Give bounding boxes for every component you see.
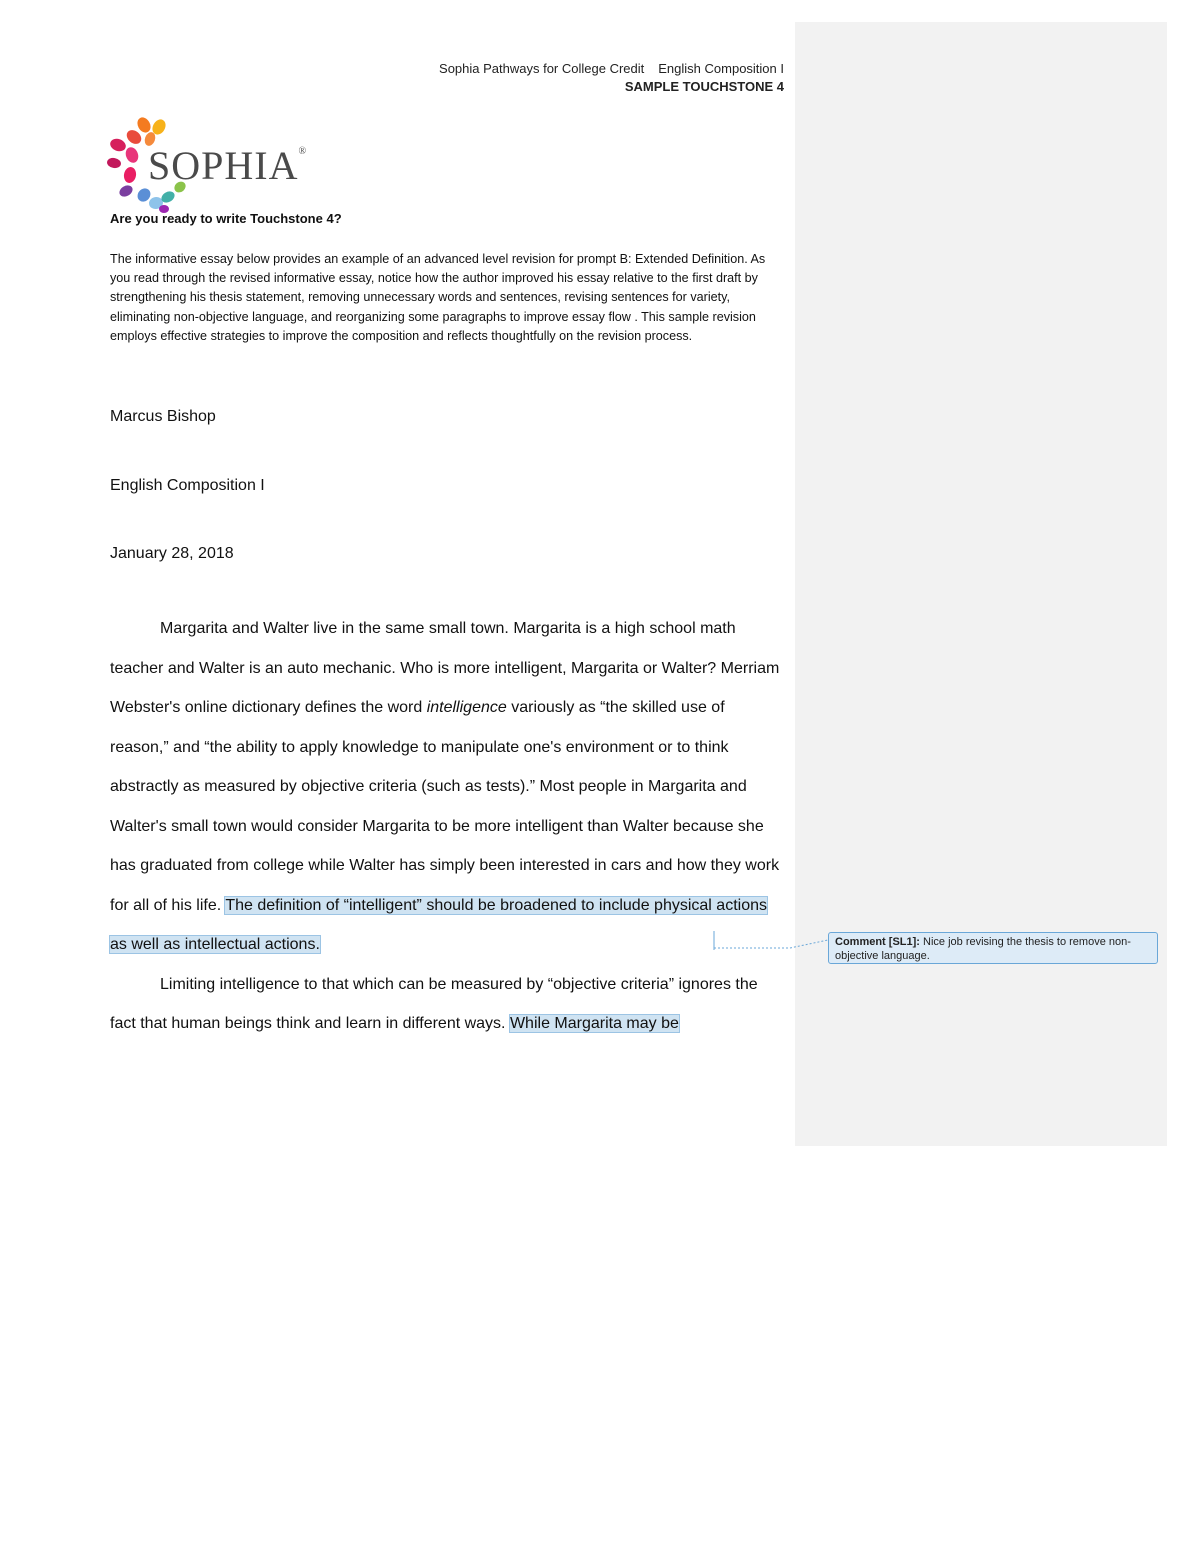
course-name: English Composition I [110, 477, 265, 494]
italic-term: intelligence [426, 699, 507, 716]
comment-label: Comment [SL1]: [835, 936, 920, 948]
intro-paragraph: The informative essay below provides an example of an advanced level revision for prompt B: Extended Definition. As you read through the revised informative essay, notice how the author improved his essay relative to the first draft by strengthening his thesis statement, removing unnecessary words and sentences, revising sentences for variety, eliminating non-objective language, and reorganizing some paragraphs to improve essay flow . This sample revision employs effective strategies to improve the composition and reflects thoughtfully on the revision process. [110, 252, 766, 343]
header-subtitle: SAMPLE TOUCHSTONE 4 [624, 79, 784, 94]
highlighted-text[interactable]: While Margarita may be [509, 1015, 679, 1032]
commented-thesis[interactable]: The definition of “intelligent” should be broadened to include physical actions as well as intellectual actions. [110, 896, 767, 953]
comment-balloon[interactable] [828, 932, 1158, 964]
intro-title: Are you ready to write Touchstone 4? [110, 211, 342, 226]
logo-wordmark: SOPHIA® [148, 143, 308, 188]
essay-paragraph-1: Margarita and Walter live in the same small town. Margarita is a high school math teacher and Walter is an auto mechanic. Who is more intelligent, Margarita or Walter? Merriam Webster's online dictionary defines the word intelligence variously as “the skilled use of reason,” and “the ability to apply knowledge to manipulate one's environment or to think abstractly as measured by objective criteria (such as tests).” Most people in Margarita and Walter's small town would consider Margarita to be more intelligent than Walter because she has graduated from college while Walter has simply been interested in cars and how they work for all of his life. The definition of “intelligent” should be broadened to include physical actions as well as intellectual actions. [110, 620, 780, 953]
essay-date: January 28, 2018 [110, 545, 234, 562]
header-course: English Composition I [658, 61, 784, 76]
essay-paragraph-2: Limiting intelligence to that which can be measured by “objective criteria” ignores the fact that human beings think and learn in different ways. While Margarita may be [110, 975, 758, 1032]
author-name: Marcus Bishop [110, 408, 216, 425]
header-org: Sophia Pathways for College Credit [439, 61, 645, 76]
comment-text: Nice job revising the thesis to remove non-objective language. [835, 936, 1131, 962]
